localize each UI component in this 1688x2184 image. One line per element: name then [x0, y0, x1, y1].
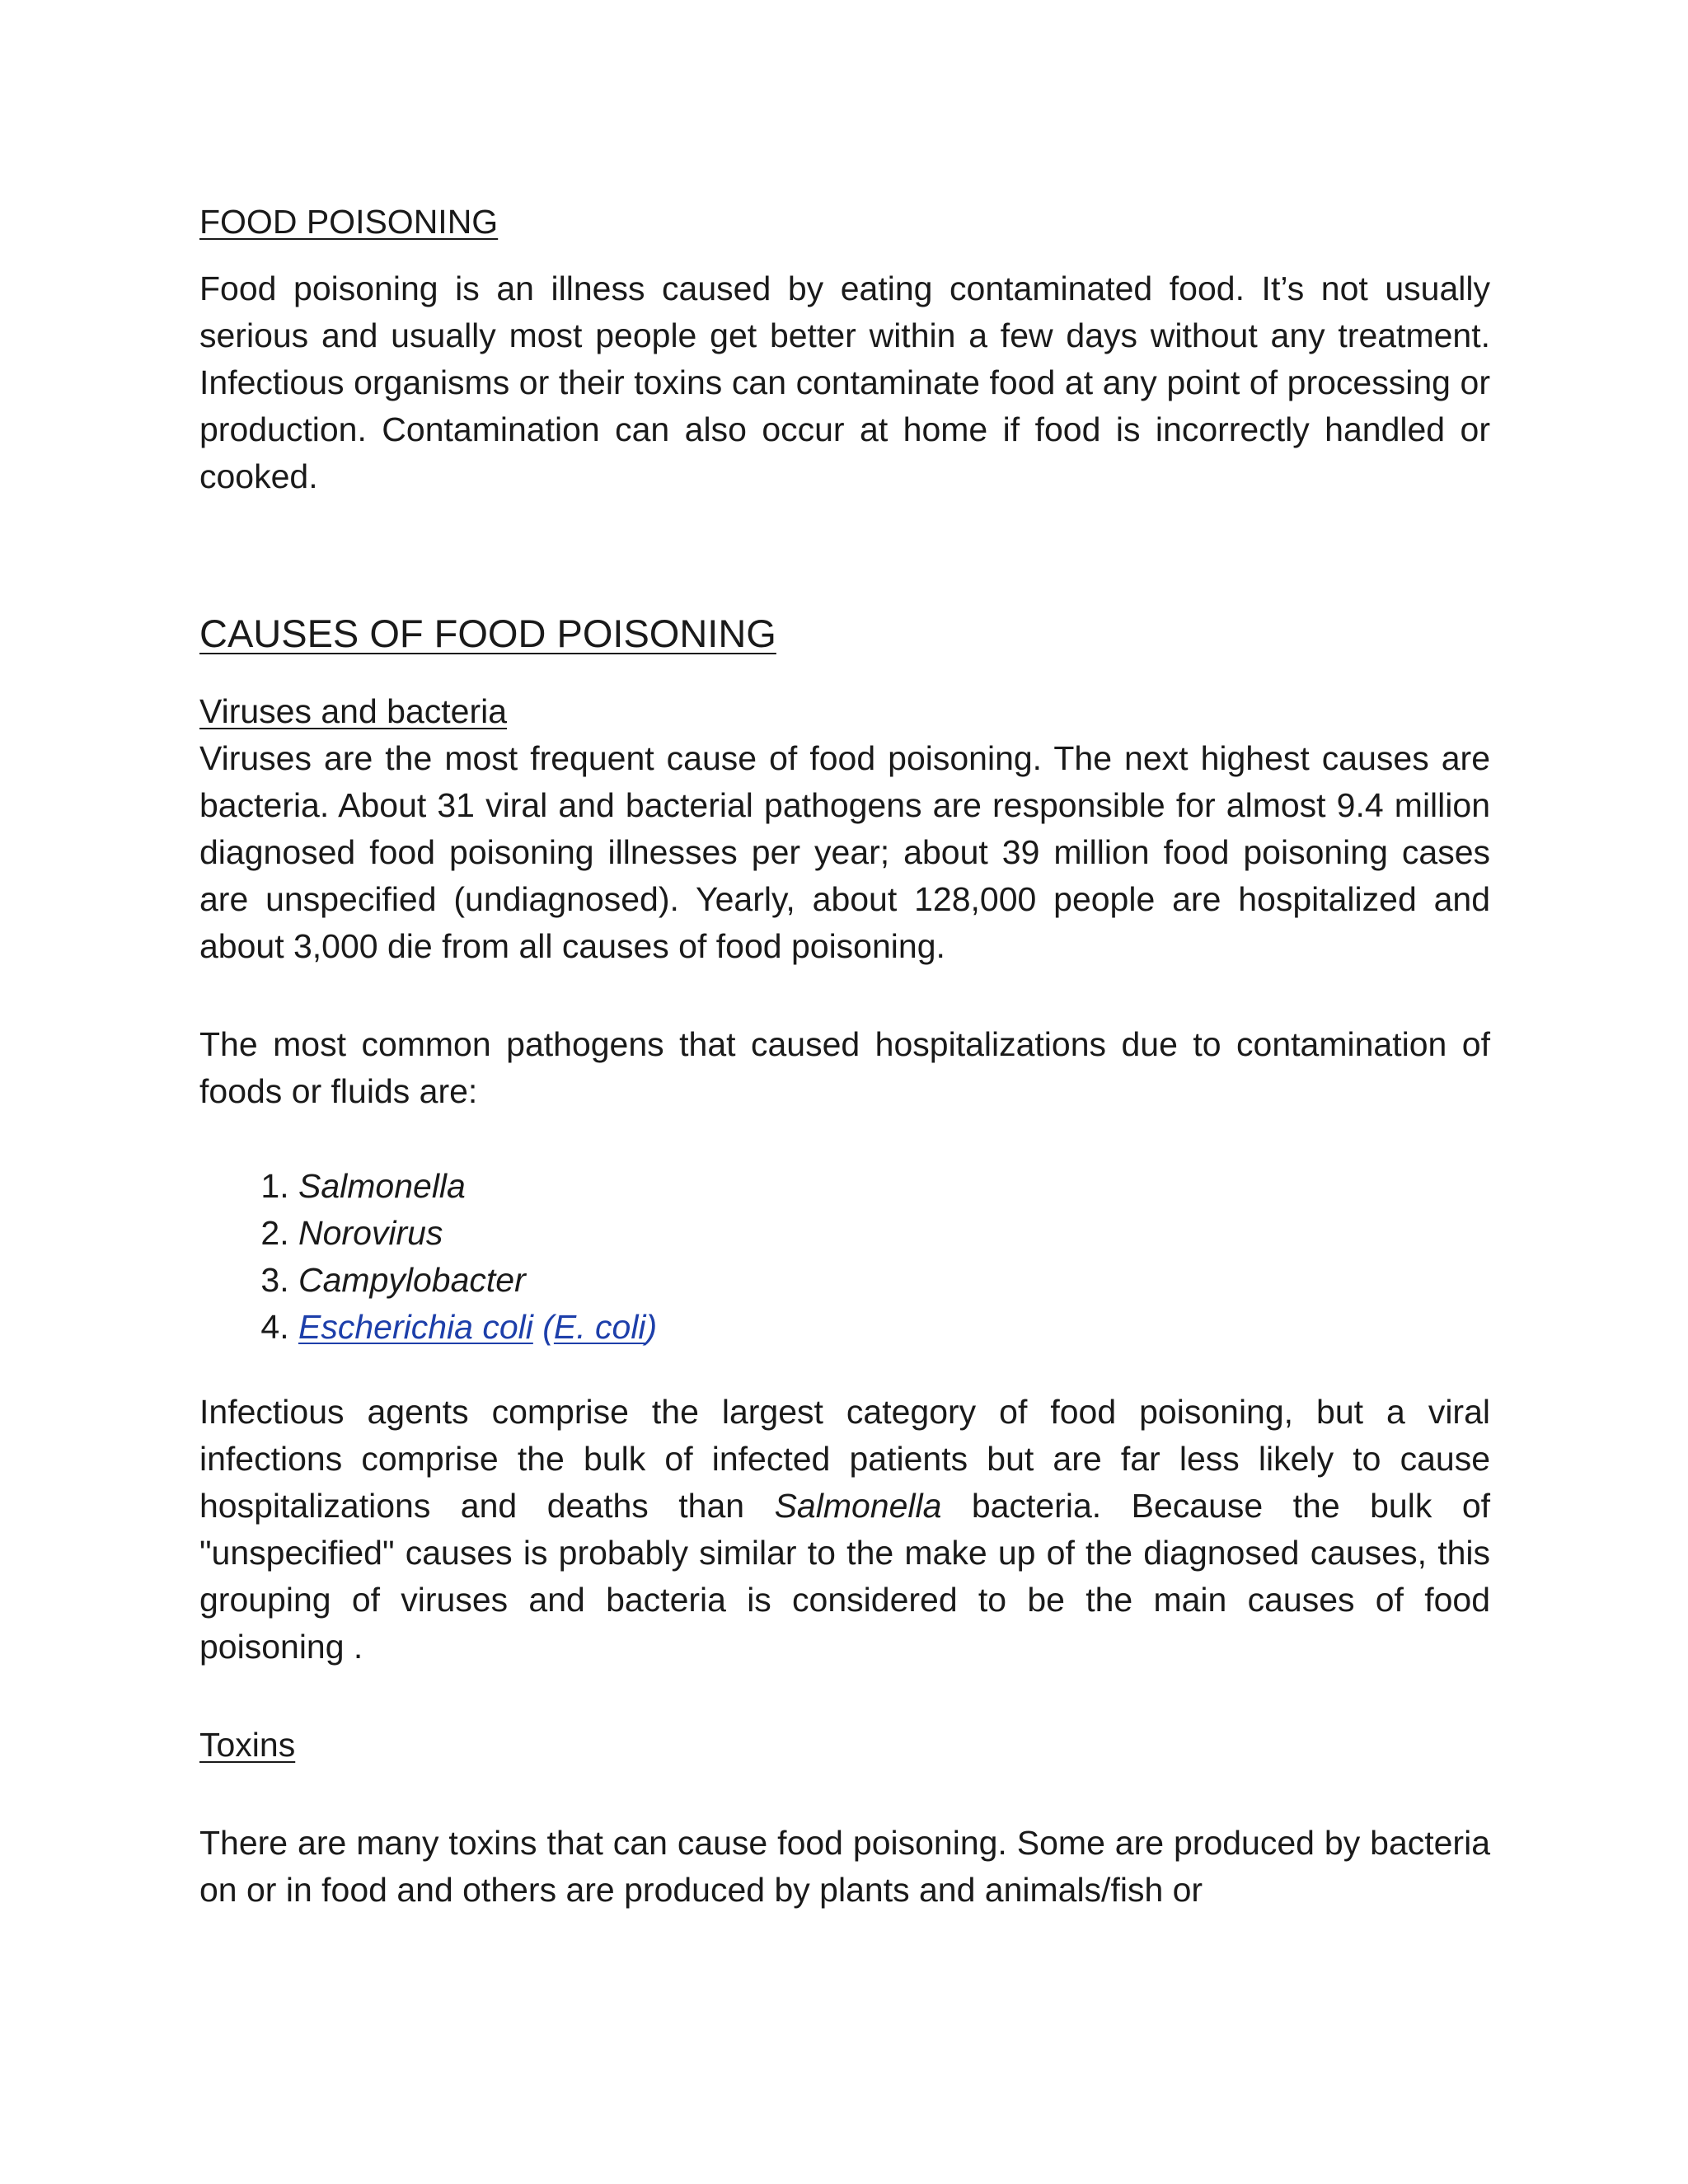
ecoli-abbr-link[interactable]: E. coli [553, 1308, 646, 1346]
pathogen-name: Norovirus [298, 1214, 443, 1252]
list-item [298, 1163, 1490, 1210]
pathogen-list [199, 1163, 1490, 1351]
paragraph-text: bacteria. Because the bulk of "unspecified" causes is probably similar to the make up of the diagnosed causes, this grouping of viruses and bacteria is considered to be the main causes of food poisoning . [199, 1487, 1491, 1666]
paragraph-text: Infectious agents comprise the largest category of food poisoning, but a viral infections comprise the bulk of infected patients but are far less likely to cause hospitalizations and deaths than [199, 1393, 1490, 1525]
pathogen-name: Campylobacter [298, 1261, 526, 1299]
intro-paragraph: Food poisoning is an illness caused by eating contaminated food. It’s not usually serious and usually most people get better within a few days without any treatment. Infectious organisms or their toxins can contaminate food at any point of processing or production. Contamination can also occur at home if food is incorrectly handled or cooked. [199, 269, 1490, 495]
list-item [298, 1210, 1490, 1257]
viruses-paragraph: Viruses are the most frequent cause of food poisoning. The next highest causes are bacteria. About 31 viral and bacterial pathogens are responsible for almost 9.4 million diagnosed food poisoning illnesses per year; about 39 million food poisoning cases are unspecified (undiagnosed). Yearly, about 128,000 people are hospitalized and about 3,000 die from all causes of food poisoning. [199, 739, 1490, 965]
infectious-agents-paragraph [199, 1389, 1490, 1671]
page-title: FOOD POISONING [199, 203, 499, 241]
viruses-bacteria-subheading: Viruses and bacteria [199, 692, 508, 730]
salmonella-italic: Salmonella [774, 1487, 942, 1525]
ecoli-link[interactable]: Escherichia coli [298, 1308, 533, 1346]
toxins-paragraph: There are many toxins that can cause food poisoning. Some are produced by bacteria on or in food and others are produced by plants and animals/fish or [199, 1824, 1490, 1909]
pathogen-name: Salmonella [298, 1167, 466, 1205]
common-pathogens-intro: The most common pathogens that caused hospitalizations due to contamination of foods or fluids are: [199, 1025, 1490, 1110]
open-paren: ( [532, 1308, 554, 1346]
list-item [298, 1257, 1490, 1304]
document-page [199, 198, 1490, 1914]
causes-heading: CAUSES OF FOOD POISONING [199, 612, 776, 655]
list-item [298, 1304, 1490, 1351]
close-paren: ) [645, 1308, 658, 1346]
toxins-subheading: Toxins [199, 1726, 296, 1764]
